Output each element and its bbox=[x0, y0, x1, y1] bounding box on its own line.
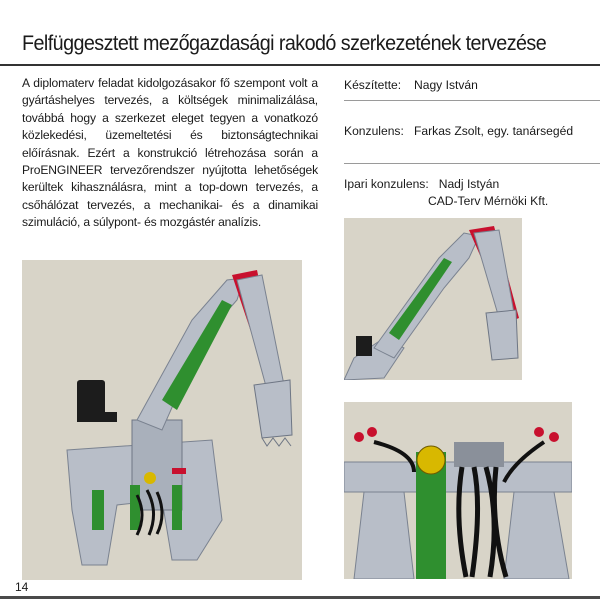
advisor-label: Konzulens: bbox=[344, 124, 404, 138]
author-label: Készítette: bbox=[344, 78, 402, 92]
page-title: Felfüggesztett mezőgazdasági rakodó szerkezetének tervezése bbox=[22, 32, 547, 55]
author-row bbox=[344, 78, 478, 92]
hydraulic-valve-closeup-icon bbox=[344, 402, 572, 579]
industry-advisor-label: Ipari konzulens: bbox=[344, 177, 429, 191]
title-underline bbox=[0, 64, 600, 66]
industry-advisor-value: Nadj Istyán bbox=[438, 177, 500, 191]
bottom-rule bbox=[0, 596, 600, 599]
advisor-row bbox=[344, 124, 573, 138]
author-value: Nagy István bbox=[414, 78, 478, 92]
backhoe-loader-render-icon bbox=[22, 260, 302, 580]
industry-advisor-row bbox=[344, 177, 499, 191]
advisor-value: Farkas Zsolt, egy. tanársegéd bbox=[414, 124, 574, 138]
company-name: CAD-Terv Mérnöki Kft. bbox=[428, 194, 549, 208]
page-number: 14 bbox=[15, 580, 29, 594]
divider-1 bbox=[344, 100, 600, 101]
boom-arm-render-icon bbox=[344, 218, 522, 380]
company-row bbox=[428, 194, 548, 208]
body-paragraph: A diplomaterv feladat kidolgozásakor fő szempont volt a gyártáshelyes tervezés, a költségek minimalizálása, továbbá hogy a szerkezet eleget tegyen a vonatkozó közlekedési, üzemeltetési és biztonságtechnikai előírásnak. Ezért a konstrukció létrehozása során a ProENGINEER tervezőrendszer nyújtotta lehetőségek kerültek kihasználásra, mint a top-down tervezés, a csőhálózat tervezés, a mechanikai- és a dinamikai szimuláció, a súlypont- és mozgástér analízis. bbox=[22, 76, 318, 230]
divider-2 bbox=[344, 163, 600, 164]
